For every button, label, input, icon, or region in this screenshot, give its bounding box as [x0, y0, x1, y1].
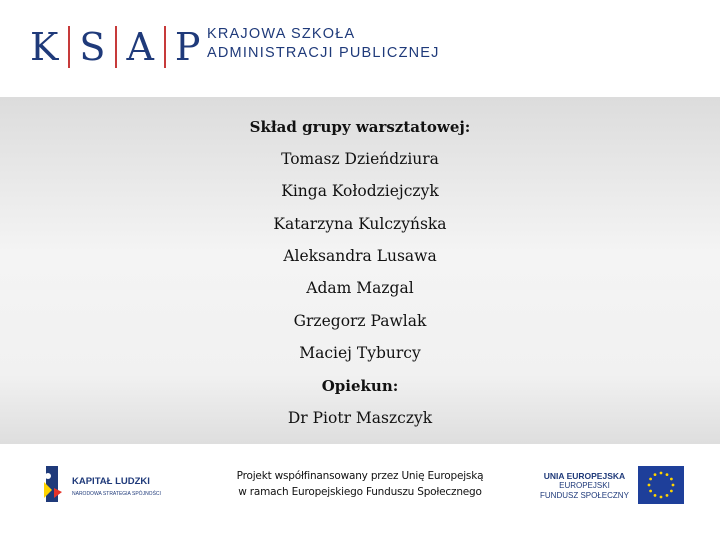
eu-label-line3: FUNDUSZ SPOŁECZNY [540, 491, 629, 500]
eu-star [670, 478, 673, 481]
member-name: Katarzyna Kulczyńska [273, 215, 447, 233]
logo-letter-a: A [126, 25, 155, 69]
eu-star [672, 484, 675, 487]
eu-star [654, 473, 657, 476]
eu-star [660, 496, 663, 499]
funding-note [212, 468, 508, 500]
institution-name-line2: ADMINISTRACJI PUBLICZNEJ [207, 45, 440, 61]
funding-note-line1: Projekt współfinansowany przez Unię Europejską [236, 470, 484, 482]
eu-star [654, 494, 657, 497]
eu-label-line1: UNIA EUROPEJSKA [543, 471, 626, 481]
group-heading: Skład grupy warsztatowej: [249, 118, 471, 136]
eu-star [660, 472, 663, 475]
logo-letter-k: K [30, 25, 60, 69]
kl-subtitle: NARODOWA STRATEGIA SPÓJNOŚCI [72, 491, 161, 497]
eu-star [649, 490, 652, 493]
logo-letter-p: P [174, 25, 202, 69]
eu-label-line2: EUROPEJSKI [559, 481, 610, 490]
institution-name [207, 25, 440, 63]
eu-flag-icon [638, 466, 684, 504]
logo-separator [115, 26, 117, 68]
supervisor-heading: Opiekun: [321, 377, 399, 395]
funding-note-line2: w ramach Europejskiego Funduszu Społecznego [238, 486, 482, 498]
kl-title: KAPITAŁ LUDZKI [72, 476, 150, 487]
member-name: Aleksandra Lusawa [283, 247, 437, 265]
kl-logo-dot [45, 473, 51, 479]
member-name: Tomasz Dzieńdziura [281, 150, 439, 168]
eu-star [648, 484, 651, 487]
kapital-ludzki-logo [40, 462, 180, 506]
logo-letter-s: S [79, 25, 107, 69]
eu-star [666, 473, 669, 476]
kl-logo-bar [46, 466, 58, 502]
member-name: Grzegorz Pawlak [293, 312, 427, 330]
member-name: Kinga Kołodziejczyk [281, 182, 439, 200]
member-name: Maciej Tyburcy [299, 344, 421, 362]
supervisor-name: Dr Piotr Maszczyk [287, 409, 433, 427]
logo-separator [68, 26, 70, 68]
ksap-logo [30, 24, 201, 70]
eu-star [649, 478, 652, 481]
eu-fund-label [540, 471, 629, 501]
member-name: Adam Mazgal [306, 279, 414, 297]
header [0, 0, 720, 97]
eu-star [666, 494, 669, 497]
institution-name-line1: KRAJOWA SZKOŁA [207, 26, 356, 42]
logo-separator [164, 26, 166, 68]
eu-star [670, 490, 673, 493]
